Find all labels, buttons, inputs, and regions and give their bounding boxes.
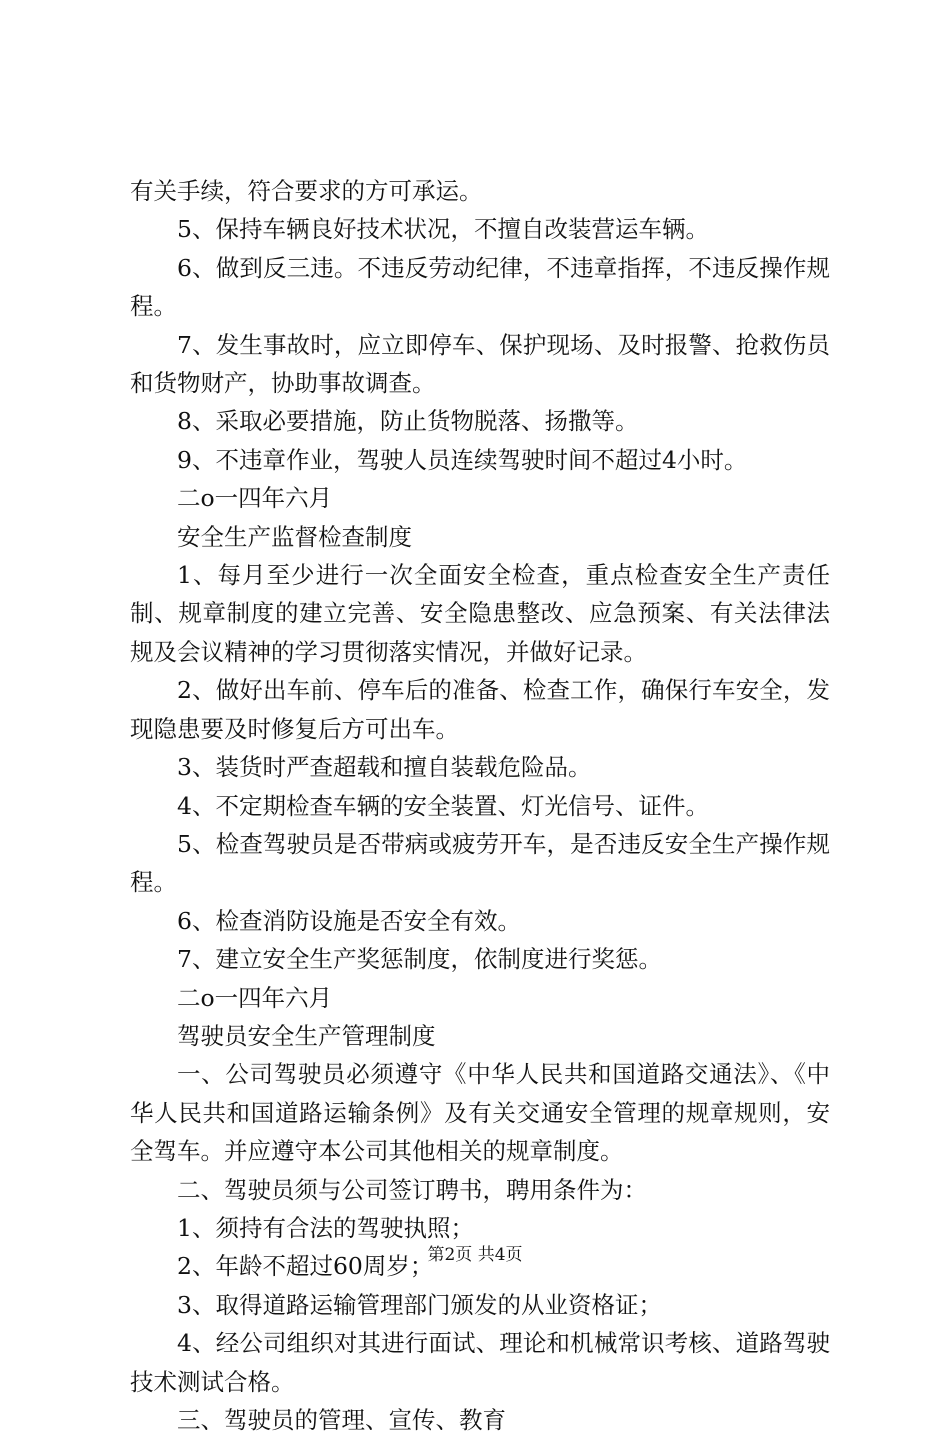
paragraph: 7、建立安全生产奖惩制度，依制度进行奖惩。 [177, 945, 662, 974]
paragraph: 7、发生事故时，应立即停车、保护现场、及时报警、抢救伤员和货物财产，协助事故调查。 [130, 330, 830, 398]
paragraph: 有关手续，符合要求的方可承运。 [130, 177, 483, 205]
paragraph: 3、装货时严查超载和擅自装载危险品。 [177, 753, 592, 782]
paragraph: 1、须持有合法的驾驶执照； [177, 1213, 474, 1242]
paragraph: 4、经公司组织对其进行面试、理论和机械常识考核、道路驾驶技术测试合格。 [130, 1329, 830, 1396]
paragraph: 6、做到反三违。不违反劳动纪律，不违章指挥，不违反操作规程。 [130, 253, 830, 321]
paragraph: 9、不违章作业，驾驶人员连续驾驶时间不超过4小时。 [177, 445, 748, 474]
page-footer [0, 1243, 950, 1267]
paragraph: 三、驾驶员的管理、宣传、教育 [177, 1406, 506, 1434]
paragraph: 二、驾驶员须与公司签订聘书，聘用条件为： [177, 1175, 647, 1204]
paragraph: 5、检查驾驶员是否带病或疲劳开车，是否违反安全生产操作规程。 [130, 829, 830, 897]
paragraph: 3、取得道路运输管理部门颁发的从业资格证； [177, 1290, 662, 1319]
paragraph: 2、年龄不超过60周岁； [177, 1252, 434, 1281]
date-line: 二o一四年六月 [177, 484, 333, 513]
paragraph: 4、不定期检查车辆的安全装置、灯光信号、证件。 [177, 791, 709, 820]
paragraph: 1、每月至少进行一次全面安全检查，重点检查安全生产责任制、规章制度的建立完善、安全隐患整改、应急预案、有关法律法规及会议精神的学习贯彻落实情况，并做好记录。 [130, 561, 830, 666]
paragraph: 8、采取必要措施，防止货物脱落、扬撒等。 [177, 407, 639, 436]
date-line: 二o一四年六月 [177, 983, 333, 1012]
paragraph: 2、做好出车前、停车后的准备、检查工作，确保行车安全，发现隐患要及时修复后方可出车。 [130, 676, 830, 743]
section-heading: 安全生产监督检查制度 [177, 522, 412, 551]
page-number-label: 第2页 共4页 [427, 1245, 523, 1265]
section-heading: 驾驶员安全生产管理制度 [177, 1021, 436, 1050]
paragraph: 6、检查消防设施是否安全有效。 [177, 906, 521, 935]
paragraph: 5、保持车辆良好技术状况，不擅自改装营运车辆。 [177, 215, 709, 244]
paragraph: 一、公司驾驶员必须遵守《中华人民共和国道路交通法》、《中华人民共和国道路运输条例》及有关交通安全管理的规章规则，安全驾车。并应遵守本公司其他相关的规章制度。 [130, 1060, 830, 1166]
